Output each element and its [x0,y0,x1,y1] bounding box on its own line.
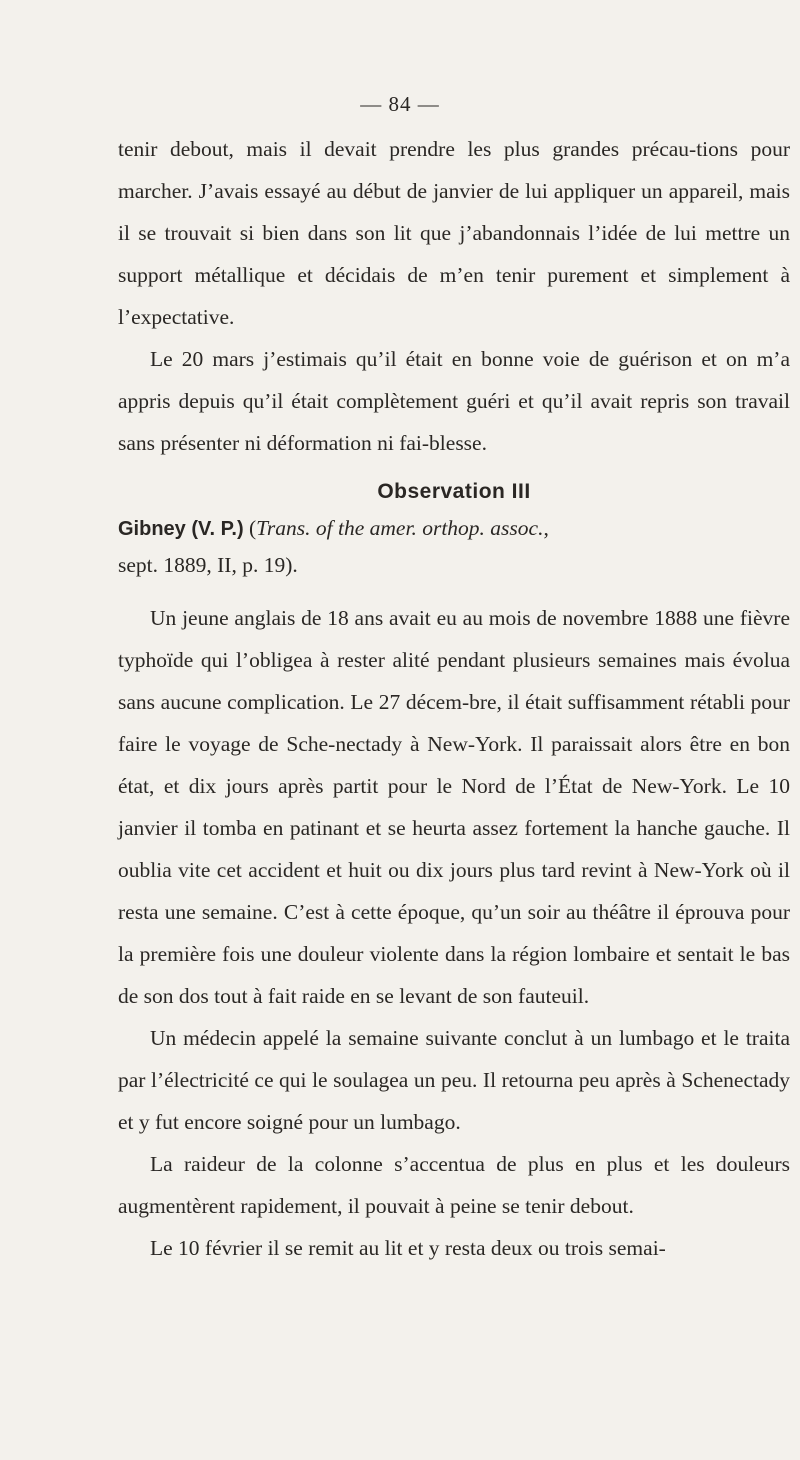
reference-author: Gibney (V. P.) [118,518,244,540]
body-text [118,128,790,1269]
paragraph-february: Le 10 février il se remit au lit et y resta deux ou trois semai- [150,1236,666,1260]
paragraph-treatment: Un médecin appelé la semaine suivante conclut à un lumbago et le traita par l’électricité ce qui le soulagea un peu. Il retourna peu après à Schenectady et y fut encore soigné pour un lumbago. [118,1026,790,1134]
observation-heading: Observation III [377,480,531,503]
paragraph-outcome: Le 20 mars j’estimais qu’il était en bonne voie de guérison et on m’a appris depuis qu’il était complètement guéri et qu’il avait repris son travail sans présenter ni déformation ni fai-blesse. [118,347,790,455]
paragraph-case-history: Un jeune anglais de 18 ans avait eu au mois de novembre 1888 une fièvre typhoïde qui l’obligea à rester alité pendant plusieurs semaines mais évolua sans aucune complication. Le 27 décem-bre, il était suffisamment rétabli pour faire le voyage de Sche-nectady à New-York. Il paraissait alors être en bon état, et dix jours après partit pour le Nord de l’État de New-York. Le 10 janvier il tomba en patinant et se heurta assez fortement la hanche gauche. Il oublia vite cet accident et huit ou dix jours plus tard revint à New-York où il resta une semaine. C’est à cette époque, qu’un soir au théâtre il éprouva pour la première fois une douleur violente dans la région lombaire et sentait le bas de son dos tout à fait raide en se levant de son fauteuil. [118,606,790,1008]
reference-details: sept. 1889, II, p. 19). [118,553,298,577]
paragraph-progression: La raideur de la colonne s’accentua de plus en plus et les douleurs augmentèrent rapidement, il pouvait à peine se tenir debout. [118,1152,790,1218]
observation-reference: Gibney (V. P.) (Trans. of the amer. orthop. assoc., sept. 1889, II, p. 19). [118,516,549,577]
page-number: — 84 — [360,92,440,116]
paragraph-continuation: tenir debout, mais il devait prendre les plus grandes précau-tions pour marcher. J’avais essayé au début de janvier de lui appliquer un appareil, mais il se trouvait si bien dans son lit que j’abandonnais l’idée de lui mettre un support métallique et décidais de m’en tenir purement et simplement à l’expectative. [118,137,790,329]
reference-journal: Trans. of the amer. orthop. assoc. [256,516,544,540]
